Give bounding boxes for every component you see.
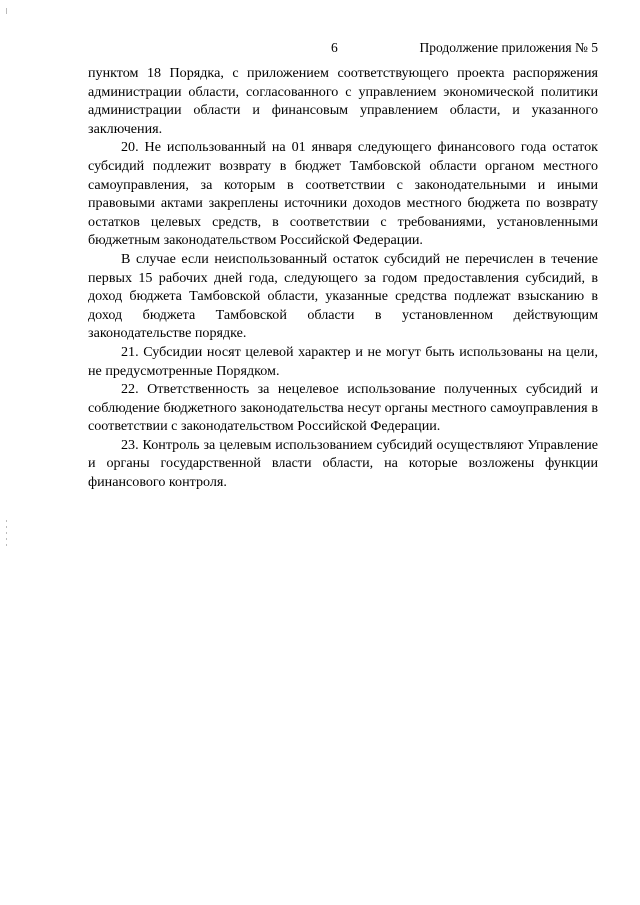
- paragraph-continuation: пунктом 18 Порядка, с приложением соответствующего проекта распоряжения администрации области, согласованного с управлением экономической политики администрации области и финансовым управлением области, и указанного заключения.: [88, 65, 598, 137]
- paragraph-item-21: 21. Субсидии носят целевой характер и не могут быть использованы на цели, не предусмотренные Порядком.: [88, 343, 598, 379]
- appendix-continuation-label: Продолжение приложения № 5: [419, 40, 598, 55]
- scan-margin-mark: [6, 8, 7, 14]
- paragraph-item-23: 23. Контроль за целевым использованием субсидий осуществляют Управление и органы государственной власти области, на которые возложены функции финансового контроля.: [88, 436, 598, 491]
- paragraph-item-20: 20. Не использованный на 01 января следующего финансового года остаток субсидий подлежит возврату в бюджет Тамбовской области органом местного самоуправления, за которым в соответствии с законодательными и иными правовыми актами закреплены источники доходов местного бюджета по возврату остатков целевых средств, в соответствии с требованиями, установленными бюджетным законодательством Российской Федерации.: [88, 139, 598, 249]
- paragraph-item-22: 22. Ответственность за нецелевое использование полученных субсидий и соблюдение бюджетного законодательства несут органы местного самоуправления в соответствии с законодательством Российской Федерации.: [88, 381, 598, 435]
- page-number: 6: [331, 40, 338, 55]
- document-body: [88, 64, 598, 492]
- scan-margin-mark: [6, 520, 7, 550]
- paragraph-refund-rule: В случае если неиспользованный остаток субсидий не перечислен в течение первых 15 рабочих дней года, следующего за годом предоставления субсидий, в доход бюджета Тамбовской области, указанные средства подлежат взысканию в доход бюджета Тамбовской области в установленном действующим законодательстве порядке.: [88, 250, 598, 342]
- page-header: [88, 40, 598, 58]
